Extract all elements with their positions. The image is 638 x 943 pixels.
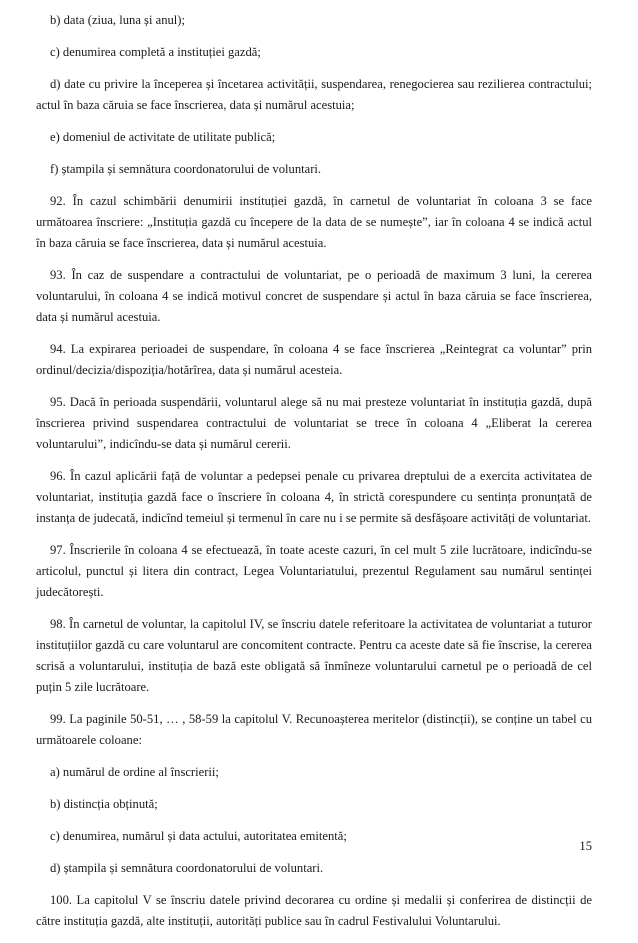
column-b-distinction: b) distincția obținută; — [50, 797, 158, 811]
item-e-domain: e) domeniul de activitate de utilitate publică; — [50, 130, 276, 144]
item-f-stamp: f) ștampila și semnătura coordonatorului de voluntari. — [50, 162, 322, 176]
article-96: 96. În cazul aplicării față de voluntar a pedepsei penale cu privarea dreptului de a exercita activitatea de voluntariat, instituția gazdă face o înscriere în coloana 4, în strictă corespundere cu sentința pronunțată de instanța de judecată, indicînd temeiul și termenul în care nu i se permite să desfășoare activități de voluntariat. — [36, 469, 592, 525]
column-d-stamp: d) ștampila și semnătura coordonatorului de voluntari. — [50, 861, 324, 875]
article-94: 94. La expirarea perioadei de suspendare, în coloana 4 se face înscrierea „Reintegrat ca voluntar” prin ordinul/decizia/dispoziția/hotărîrea, data și numărul acesteia. — [36, 342, 592, 377]
article-93: 93. În caz de suspendare a contractului de voluntariat, pe o perioadă de maximum 3 luni, la cererea voluntarului, în coloana 4 se indică motivul concret de suspendare și actul în baza căruia se face înscrierea, data și numărul acestuia. — [36, 268, 592, 324]
article-99: 99. La paginile 50-51, … , 58-59 la capitolul V. Recunoașterea meritelor (distincții), se conține un tabel cu următoarele coloane: — [36, 712, 592, 747]
page-number: 15 — [579, 839, 592, 853]
item-c-host-name: c) denumirea completă a instituției gazdă; — [50, 45, 261, 59]
item-d-activity-dates: d) date cu privire la începerea și încetarea activității, suspendarea, renegocierea sau rezilierea contractului; actul în baza căruia se face înscrierea, data și numărul acestuia; — [36, 77, 592, 112]
article-92: 92. În cazul schimbării denumirii instituției gazdă, în carnetul de voluntariat în coloana 3 se face următoarea înscriere: „Instituția gazdă cu începere de la data de se numește”, iar în coloana 4 se indică actul în baza căruia se face înscrierea, data și numărul acestuia. — [36, 194, 592, 250]
article-98: 98. În carnetul de voluntar, la capitolul IV, se înscriu datele referitoare la activitatea de voluntariat a tuturor instituțiilor gazdă cu care voluntarul are concomitent contracte. Pentru ca aceste date să fie înscrise, la cererea scrisă a voluntarului, instituția de bază este obligată să înmîneze voluntarului carnetul pe o perioadă de cel puțin 5 zile lucrătoare. — [36, 617, 592, 694]
article-97: 97. Înscrierile în coloana 4 se efectuează, în toate aceste cazuri, în cel mult 5 zile lucrătoare, indicîndu-se articolul, punctul și litera din contract, Legea Voluntariatului, prezentul Regulament sau numărul sentinței judecătorești. — [36, 543, 592, 599]
item-b-date: b) data (ziua, luna și anul); — [50, 13, 185, 27]
column-a-order-number: a) numărul de ordine al înscrierii; — [50, 765, 219, 779]
document-body — [36, 10, 592, 943]
article-100: 100. La capitolul V se înscriu datele privind decorarea cu ordine și medalii și conferirea de distincții de către instituția gazdă, alte instituții, autorități publice sau în cadrul Festivalului Voluntarului. — [36, 893, 592, 928]
article-95: 95. Dacă în perioada suspendării, voluntarul alege să nu mai presteze voluntariat în instituția gazdă, după înscrierea privind suspendarea contractului de voluntariat se trece în coloana 4 „Eliberat la cererea voluntarului”, indicîndu-se data și numărul cererii. — [36, 395, 592, 451]
column-c-act: c) denumirea, numărul și data actului, autoritatea emitentă; — [50, 829, 347, 843]
